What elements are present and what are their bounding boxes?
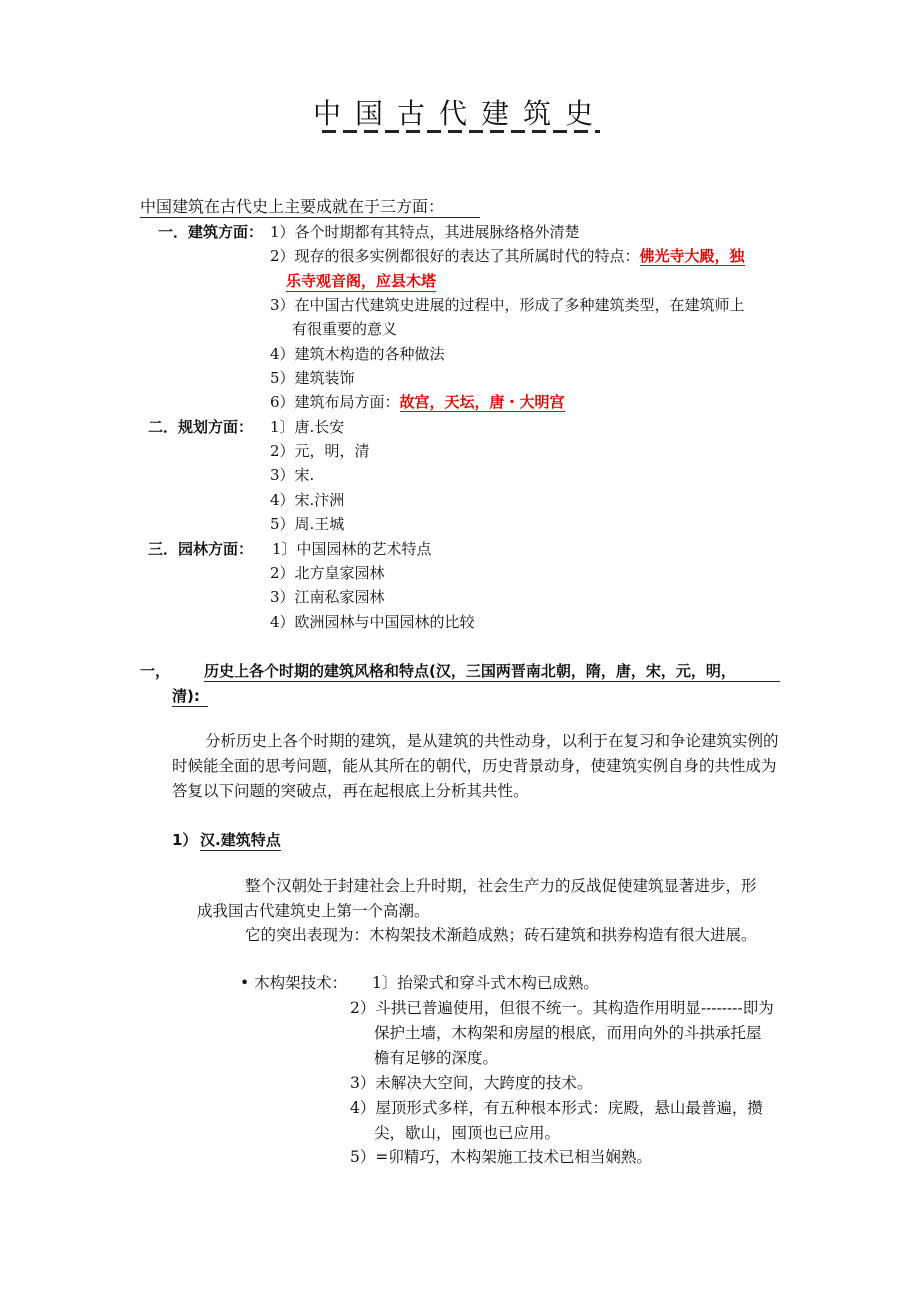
list-item-cont: 保护土墙，木构架和房屋的根底，而用向外的斗拱承托屋 (374, 1024, 762, 1042)
list-item: 5）周.王城 (270, 515, 345, 533)
page-title: 中国古代建筑史 (312, 97, 607, 130)
list-item-cont: 有很重要的意义 (292, 320, 398, 338)
list-item: 6）建筑布局方面：故宫，天坛，唐・大明宫 (270, 393, 565, 411)
list-item: 4）建筑木构造的各种做法 (270, 345, 445, 363)
highlight-text: 故宫，天坛，唐・大明宫 (399, 393, 565, 411)
paragraph-line: 它的突出表现为：木构架技术渐趋成熟；砖石建筑和拱券构造有很大进展。 (245, 926, 757, 944)
list-item: 3）江南私家园林 (270, 588, 385, 606)
wood-frame-label: • 木构架技术： (240, 974, 348, 992)
list-item-cont: 尖，歇山，囤顶也已应用。 (374, 1124, 561, 1142)
paragraph-line: 整个汉朝处于封建社会上升时期，社会生产力的反战促使建筑显著进步，形 (245, 877, 757, 895)
paragraph-line: 成我国古代建筑史上第一个高潮。 (197, 902, 430, 920)
list-item: 2）现存的很多实例都很好的表达了其所属时代的特点：佛光寺大殿，独 (270, 247, 745, 265)
list-item: 2）北方皇家园林 (270, 564, 385, 582)
history-heading: 历史上各个时期的建筑风格和特点(汉，三国两晋南北朝，隋，唐，宋，元，明， (204, 660, 780, 682)
section-label: 三．园林方面： (148, 540, 254, 558)
list-item: 2）斗拱已普遍使用，但很不统一。其构造作用明显--------即为 (350, 999, 774, 1017)
section-label: 一．建筑方面： (158, 223, 264, 241)
paragraph-line: 时候能全面的思考问题，能从其所在的朝代，历史背景动身，使建筑实例自身的共性成为 (172, 757, 777, 775)
paragraph-line: 答复以下问题的突破点，再在起根底上分析其共性。 (172, 782, 529, 800)
history-num: 一， (140, 662, 171, 680)
han-heading: 汉.建筑特点 (200, 831, 281, 849)
list-item: 1）各个时期都有其特点，其进展脉络格外清楚 (270, 223, 580, 241)
intro-heading: 中国建筑在古代史上主要成就在于三方面： (140, 194, 480, 218)
list-item: 1〕抬梁式和穿斗式木构已成熟。 (372, 974, 599, 992)
list-item: 1〕唐.长安 (270, 418, 345, 436)
list-item: 4）宋.汴洲 (270, 491, 345, 509)
list-item: 4）屋顶形式多样，有五种根本形式：庑殿，悬山最普遍，攒 (350, 1099, 763, 1117)
han-heading-num: 1） (172, 831, 198, 849)
list-item: 3）宋. (270, 466, 315, 484)
list-item: 1〕中国园林的艺术特点 (272, 540, 432, 558)
highlight-text: 乐寺观音阁，应县木塔 (286, 272, 437, 290)
history-heading-cont: 清): (172, 685, 208, 707)
list-item: 5）=卯精巧，木构架施工技术已相当娴熟。 (350, 1148, 652, 1166)
title-dash-rule (322, 130, 600, 133)
paragraph-line: 分析历史上各个时期的建筑，是从建筑的共性动身，以利于在复习和争论建筑实例的 (205, 732, 779, 750)
list-item: 2）元，明，清 (270, 442, 370, 460)
list-item: 3）未解决大空间，大跨度的技术。 (350, 1074, 593, 1092)
highlight-text: 佛光寺大殿，独 (639, 247, 745, 265)
list-item: 3）在中国古代建筑史进展的过程中，形成了多种建筑类型，在建筑师上 (270, 296, 745, 314)
list-item-cont: 檐有足够的深度。 (374, 1049, 499, 1067)
list-item: 4）欧洲园林与中国园林的比较 (270, 613, 475, 631)
section-label: 二．规划方面： (148, 418, 254, 436)
list-item: 5）建筑装饰 (270, 369, 355, 387)
